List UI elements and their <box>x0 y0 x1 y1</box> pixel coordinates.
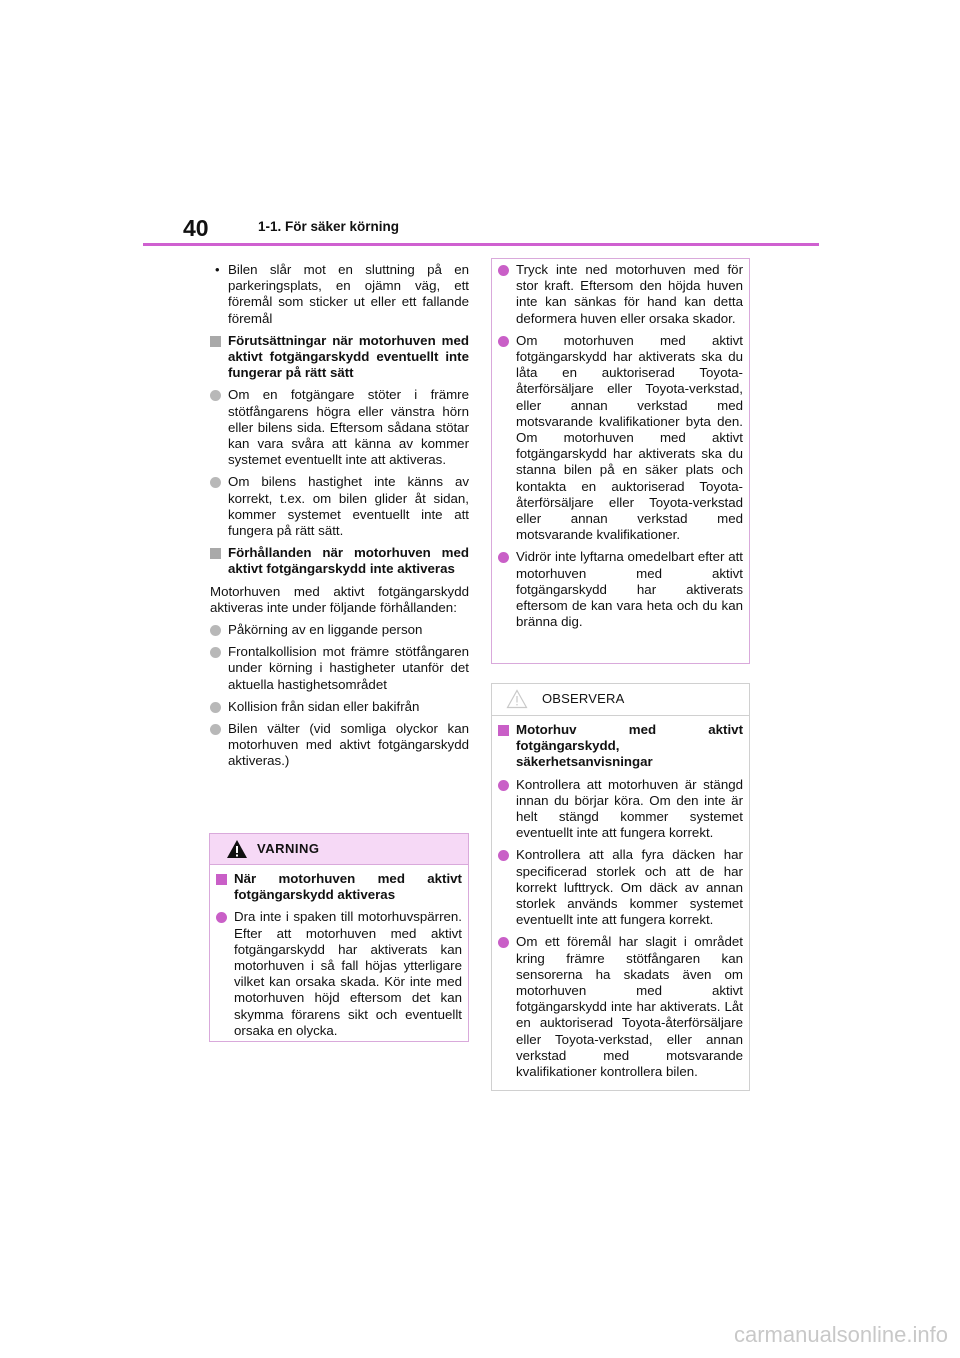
subheading <box>216 871 462 903</box>
circle-bullet-icon <box>498 336 509 347</box>
list-item <box>210 699 469 715</box>
square-bullet-icon <box>498 725 509 736</box>
list-item-text: Tryck inte ned motorhuven med för stor kraft. Eftersom den höjda huven inte kan sänkas för hand kan detta deformera huven eller orsaka skador. <box>516 262 743 326</box>
list-item <box>498 549 743 630</box>
list-item-text: Kontrollera att motorhuven är stängd innan du börjar köra. Om den inte är helt stängd kommer systemet eventuellt inte att fungera korrekt. <box>516 776 743 841</box>
warning-icon <box>226 839 248 859</box>
square-bullet-icon <box>210 548 221 559</box>
list-item <box>210 721 469 770</box>
subheading-text: Förutsättningar när motorhuven med aktivt fotgängarskydd eventuellt inte fungerar på rätt sätt <box>228 332 469 381</box>
circle-bullet-icon <box>498 850 509 861</box>
warning-box-header <box>210 834 468 865</box>
circle-bullet-icon <box>210 477 221 488</box>
paragraph: Motorhuven med aktivt fotgängarskydd aktiveras inte under följande förhållanden: <box>210 583 469 615</box>
list-item-text: Påkörning av en liggande person <box>228 622 423 638</box>
warning-box <box>209 833 469 1042</box>
circle-bullet-icon <box>210 724 221 735</box>
notice-label: OBSERVERA <box>542 691 625 706</box>
warning-continued-box <box>491 258 750 664</box>
section-title: 1-1. För säker körning <box>258 219 400 234</box>
list-item <box>498 934 743 1080</box>
list-item-text: Dra inte i spaken till motorhuvspärren. Efter att motorhuven med aktivt fotgängarskydd har aktiverats kan motorhuven i så fall höjas ytterligare vilket kan orsaka skada. Kör inte med motorhuven höjd eftersom det kan skymma förarens sikt och eventuellt orsaka en olycka. <box>234 909 462 1038</box>
header-rule <box>143 243 819 246</box>
circle-bullet-icon <box>210 702 221 713</box>
list-item-text: Kontrollera att alla fyra däcken har specificerad storlek och att de har korrekt lufttryck. Om däck av annan storlek används kommer systemet eventuellt inte att fungera korrekt. <box>516 847 743 928</box>
list-item-text: Om bilens hastighet inte känns av korrekt, t.ex. om bilen glider åt sidan, kommer systemet eventuellt inte att fungera på rätt sätt. <box>228 474 469 539</box>
watermark: carmanualsonline.info <box>733 1322 948 1347</box>
warning-box-body <box>210 865 468 1039</box>
warning-continued-body <box>492 259 749 630</box>
list-item <box>498 847 743 928</box>
page-number: 40 <box>183 215 209 241</box>
list-item-text: Om ett föremål har slagit i området kring främre stötfångaren kan sensorerna ha skadats även om motorhuven med aktivt fotgängarskydd inte har aktiverats. Låt en auktoriserad Toyota-återförsäljare eller Toyota-verkstad, eller annan verkstad med motsvarande kvalifikationer kontrollera bilen. <box>516 934 743 1080</box>
circle-bullet-icon <box>498 937 509 948</box>
bullet-icon: • <box>215 262 220 277</box>
left-column <box>210 262 469 776</box>
circle-bullet-icon <box>498 552 509 563</box>
circle-bullet-icon <box>498 265 509 276</box>
circle-bullet-icon <box>498 780 509 791</box>
list-item <box>210 387 469 468</box>
list-item <box>210 644 469 693</box>
list-item <box>498 333 743 544</box>
list-item-text: Om motorhuven med aktivt fotgängarskydd har aktiverats ska du låta en auktoriserad Toyota-återförsäljare eller Toyota-verkstad, eller annan verkstad med motsvarande kvalifikationer byta den. Om motorhuven med aktivt fotgängarskydd har aktiverats ska du stanna bilen på en säker plats och kontakta en auktoriserad Toyota-återförsäljare eller Toyota-verkstad eller annan verkstad med motsvarande kvalifikationer. <box>516 332 743 543</box>
circle-bullet-icon <box>210 390 221 401</box>
subheading <box>210 545 469 577</box>
list-item-text: Vidrör inte lyftarna omedelbart efter att motorhuven med aktivt fotgängarskydd har aktiverats eftersom de kan vara heta och du kan bränna dig. <box>516 549 743 630</box>
list-item-text: Kollision från sidan eller bakifrån <box>228 698 420 714</box>
list-item <box>210 474 469 539</box>
list-item-text: Bilen välter (vid somliga olyckor kan motorhuven med aktivt fotgängarskydd aktiveras.) <box>228 721 469 769</box>
list-item <box>498 262 743 327</box>
list-item <box>216 909 462 1039</box>
notice-box <box>491 683 750 1091</box>
notice-box-header <box>492 684 749 716</box>
list-item-text: Frontalkollision mot främre stötfångaren under körning i hastigheter utanför det aktuella hastighetsområdet <box>228 644 469 692</box>
caution-icon <box>506 689 528 709</box>
subheading <box>498 722 743 771</box>
subheading-text: Motorhuv med aktivt fotgängarskydd, säkerhetsanvisningar <box>516 722 743 770</box>
list-item <box>498 777 743 842</box>
square-bullet-icon <box>210 336 221 347</box>
subheading-text: När motorhuven med aktivt fotgängarskydd aktiveras <box>234 871 462 903</box>
list-item-text: Om en fotgängare stöter i främre stötfångarens högra eller vänstra hörn eller bilens sida. Eftersom sådana stötar kan vara svåra att känna av kommer systemet eventuellt inte att aktiveras. <box>228 387 469 468</box>
circle-bullet-icon <box>216 912 227 923</box>
list-item-text: Bilen slår mot en sluttning på en parkeringsplats, en ojämn väg, ett föremål som sticker ut eller ett fallande föremål <box>228 262 469 326</box>
subheading-text: Förhållanden när motorhuven med aktivt fotgängarskydd inte aktiveras <box>228 545 469 577</box>
list-item <box>210 262 469 327</box>
subheading <box>210 333 469 382</box>
notice-box-body <box>492 716 749 1080</box>
square-bullet-icon <box>216 874 227 885</box>
circle-bullet-icon <box>210 647 221 658</box>
warning-label: VARNING <box>257 841 320 856</box>
circle-bullet-icon <box>210 625 221 636</box>
list-item <box>210 622 469 638</box>
